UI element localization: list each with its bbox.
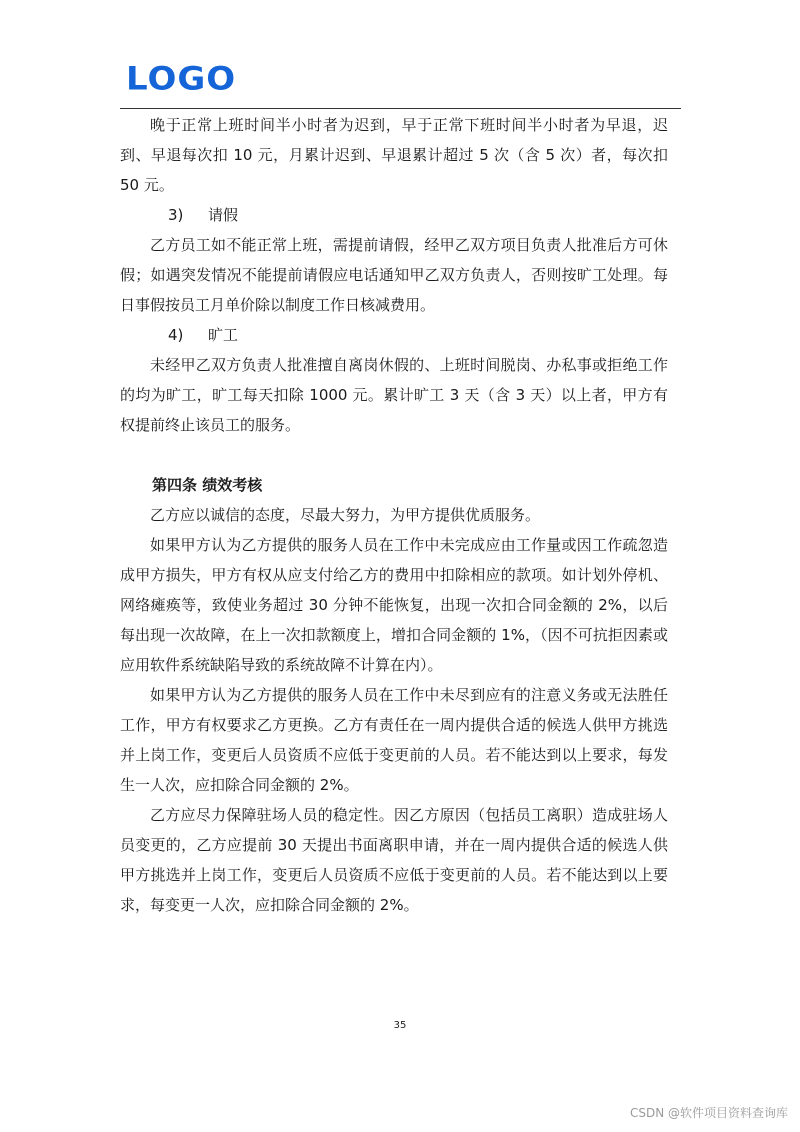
paragraph-integrity: 乙方应以诚信的态度，尽最大努力，为甲方提供优质服务。 xyxy=(150,506,541,524)
document-body xyxy=(120,110,668,920)
item-leave-label: 请假 xyxy=(208,206,239,224)
item-absence-number: 4) xyxy=(168,326,184,344)
paragraph-replacement: 如果甲方认为乙方提供的服务人员在工作中未尽到应有的注意义务或无法胜任工作，甲方有权要求乙方更换。乙方有责任在一周内提供合适的候选人供甲方挑选并上岗工作，变更后人员资质不应低于变更前的人员。若不能达到以上要求，每发生一人次，应扣除合同金额的 2%。 xyxy=(120,686,668,794)
header-divider xyxy=(120,108,681,109)
item-absence-label: 旷工 xyxy=(208,326,239,344)
item-leave-number: 3) xyxy=(168,206,184,224)
watermark: CSDN @软件项目资料查询库 xyxy=(629,1106,788,1120)
paragraph-stability: 乙方应尽力保障驻场人员的稳定性。因乙方原因（包括员工离职）造成驻场人员变更的，乙方应提前 30 天提出书面离职申请，并在一周内提供合适的候选人供甲方挑选并上岗工作，变更后人员资质不应低于变更前的人员。若不能达到以上要求，每变更一人次，应扣除合同金额的 2%。 xyxy=(120,806,668,914)
item-absence xyxy=(120,320,668,350)
logo: LOGO xyxy=(126,60,237,98)
paragraph-lateness: 晚于正常上班时间半小时者为迟到，早于正常下班时间半小时者为早退，迟到、早退每次扣 10 元，月累计迟到、早退累计超过 5 次（含 5 次）者，每次扣 50 元。 xyxy=(120,116,668,194)
paragraph-penalty: 如果甲方认为乙方提供的服务人员在工作中未完成应由工作量或因工作疏忽造成甲方损失，甲方有权从应支付给乙方的费用中扣除相应的款项。如计划外停机、网络瘫痪等，致使业务超过 30 分钟不能恢复，出现一次扣合同金额的 2%，以后每出现一次故障，在上一次扣款额度上，增扣合同金额的 1%，（因不可抗拒因素或应用软件系统缺陷导致的系统故障不计算在内）。 xyxy=(120,536,668,674)
page-number: 35 xyxy=(393,1020,407,1031)
paragraph-leave: 乙方员工如不能正常上班，需提前请假，经甲乙双方项目负责人批准后方可休假；如遇突发情况不能提前请假应电话通知甲乙双方负责人，否则按旷工处理。每日事假按员工月单价除以制度工作日核减费用。 xyxy=(120,236,668,314)
section-heading: 第四条 绩效考核 xyxy=(152,476,263,494)
item-leave xyxy=(120,200,668,230)
section-gap xyxy=(120,440,668,470)
paragraph-absence: 未经甲乙双方负责人批准擅自离岗休假的、上班时间脱岗、办私事或拒绝工作的均为旷工，旷工每天扣除 1000 元。累计旷工 3 天（含 3 天）以上者，甲方有权提前终止该员工的服务。 xyxy=(120,356,668,434)
